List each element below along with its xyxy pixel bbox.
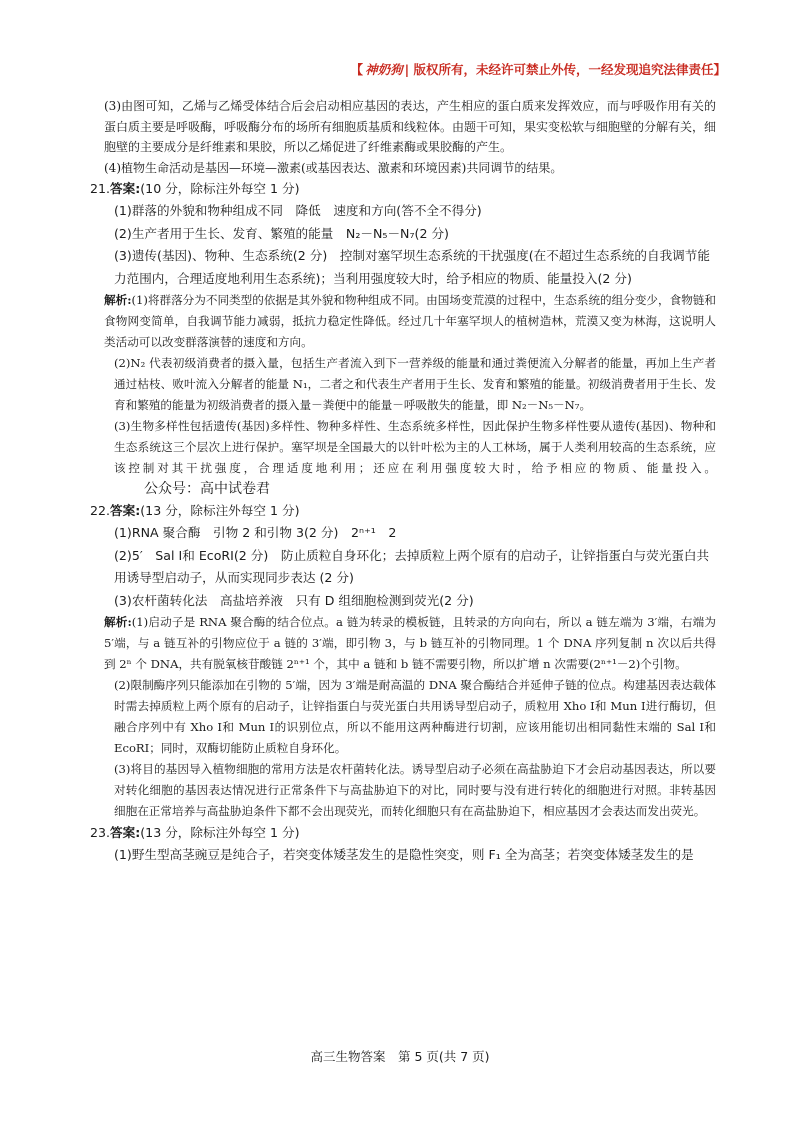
q23-number: 23. xyxy=(90,825,111,840)
q22-answer-2: (2)5′ Sal Ⅰ和 EcoRⅠ(2 分) 防止质粒自身环化；去掉质粒上两个原有的启动子，让锌指蛋白与荧光蛋白共用诱导型启动子，从而实现同步表达 (2 分) xyxy=(114,547,710,585)
q22-analysis-3: (3)将目的基因导入植物细胞的常用方法是农杆菌转化法。诱导型启动子必须在高盐胁迫下才会启动基因表达，所以要对转化细胞的基因表达情况进行正常条件下与高盐胁迫下的对比，同时要与没有进行转化的细胞进行对照。非转基因细胞在正常培养与高盐胁迫条件下都不会出现荧光，而转化细胞只有在高盐胁迫下，相应基因才会表达而发出荧光。 xyxy=(114,762,716,818)
q21-heading xyxy=(90,178,716,200)
q21-analysis-label: 解析: xyxy=(104,293,132,307)
q21-number: 21. xyxy=(90,181,111,196)
q22-heading xyxy=(90,500,716,522)
answer-content xyxy=(90,96,717,867)
q23-score: (13 分，除标注外每空 1 分) xyxy=(140,825,300,840)
q23-answer-1: (1)野生型高茎豌豆是纯合子，若突变体矮茎发生的是隐性突变，则 F₁ 全为高茎；若突变体矮茎发生的是 xyxy=(114,847,694,862)
q22-number: 22. xyxy=(90,503,111,518)
q21-answer-3: (3)遗传(基因)、物种、生态系统(2 分) 控制对塞罕坝生态系统的干扰强度(在不超过生态系统的自我调节能力范围内，合理适度地利用生态系统)；当利用强度较大时，给予相应的物质、能量投入(2 分) xyxy=(114,248,710,286)
brand-logo: 神奶狗 xyxy=(365,62,403,77)
q23-answer-label: 答案: xyxy=(110,825,141,840)
q21-answer-label: 答案: xyxy=(110,181,141,196)
page-footer: 高三生物答案 第 5 页(共 7 页) xyxy=(310,1049,490,1064)
q22-analysis-1: 解析:(1)启动子是 RNA 聚合酶的结合位点。a 链为转录的模板链，且转录的方向向右，所以 a 链左端为 3′端，右端为 5′端，与 a 链互补的引物应位于 a 链的 3′端，即引物 3，与 b 链互补的引物同理。1 个 DNA 序列复制 n 次以后共得到 2ⁿ 个 DNA，共有脱氧核苷酸链 2ⁿ⁺¹ 个，其中 a 链和 b 链不需要引物，所以扩增 n 次需要(2ⁿ⁺¹－2)个引物。 xyxy=(104,615,716,671)
q22-analysis-2: (2)限制酶序列只能添加在引物的 5′端，因为 3′端是耐高温的 DNA 聚合酶结合并延伸子链的位点。构建基因表达载体时需去掉质粒上两个原有的启动子，让锌指蛋白与荧光蛋白共用诱导型启动子，质粒用 Xho Ⅰ和 Mun Ⅰ进行酶切，但融合序列中有 Xho Ⅰ和 Mun Ⅰ的识别位点，所以不能用这两种酶进行切割，应该用能切出相同黏性末端的 Sal Ⅰ和 EcoRⅠ；同时，双酶切能防止质粒自身环化。 xyxy=(114,678,716,755)
q22-answer-1: (1)RNA 聚合酶 引物 2 和引物 3(2 分) 2ⁿ⁺¹ 2 xyxy=(114,525,397,540)
q22-analysis-label: 解析: xyxy=(104,615,132,629)
watermark-text: | 版权所有，未经许可禁止外传，一经发现追究法律责任】 xyxy=(404,62,726,77)
q20-part3: (3)由图可知，乙烯与乙烯受体结合后会启动相应基因的表达，产生相应的蛋白质来发挥效应，而与呼吸作用有关的蛋白质主要是呼吸酶，呼吸酶分布的场所有细胞质基质和线粒体。由题干可知，果实变松软与细胞壁的分解有关，细胞壁的主要成分是纤维素和果胶，所以乙烯促进了纤维素酶或果胶酶的产生。 xyxy=(104,99,717,154)
watermark-open: 【 xyxy=(350,62,364,77)
q21-analysis-2: (2)N₂ 代表初级消费者的摄入量，包括生产者流入到下一营养级的能量和通过粪便流入分解者的能量，再加上生产者通过枯枝、败叶流入分解者的能量 N₁，二者之和代表生产者用于生长、发育和繁殖的能量。初级消费者用于生长、发育和繁殖的能量为初级消费者的摄入量－粪便中的能量－呼吸散失的能量，即 N₂－N₅－N₇。 xyxy=(114,356,716,412)
q20-part4: (4)植物生命活动是基因—环境—激素(或基因表达、激素和环境因素)共同调节的结果。 xyxy=(104,160,563,175)
q22-score: (13 分，除标注外每空 1 分) xyxy=(140,503,300,518)
q21-analysis-1: 解析:(1)将群落分为不同类型的依据是其外貌和物种组成不同。由国场变荒漠的过程中，生态系统的组分变少，食物链和食物网变简单，自我调节能力减弱，抵抗力稳定性降低。经过几十年塞罕坝人的植树造林，荒漠又变为林海，这说明人类活动可以改变群落演替的速度和方向。 xyxy=(104,293,716,349)
copyright-watermark xyxy=(351,60,726,78)
q22-answer-label: 答案: xyxy=(110,503,141,518)
q21-analysis-3: (3)生物多样性包括遗传(基因)多样性、物种多样性、生态系统多样性，因此保护生物多样性要从遗传(基因)、物种和生态系统这三个层次上进行保护。塞罕坝是全国最大的以针叶松为主的人工林场，属于人类利用较高的生态系统，应该控制对其干扰强度，合理适度地利用；还应在利用强度较大时，给予相应的物质、能量投入。公众号：高中试卷君 xyxy=(104,416,716,500)
wechat-account-note: 公众号：高中试卷君 xyxy=(144,481,270,497)
q22-answer-3: (3)农杆菌转化法 高盐培养液 只有 D 组细胞检测到荧光(2 分) xyxy=(114,592,474,608)
q21-score: (10 分，除标注外每空 1 分) xyxy=(140,181,300,196)
q21-answer-1: (1)群落的外貌和物种组成不同 降低 速度和方向(答不全不得分) xyxy=(114,203,482,218)
q23-heading xyxy=(90,822,716,844)
q21-answer-2: (2)生产者用于生长、发育、繁殖的能量 N₂－N₅－N₇(2 分) xyxy=(114,225,449,241)
